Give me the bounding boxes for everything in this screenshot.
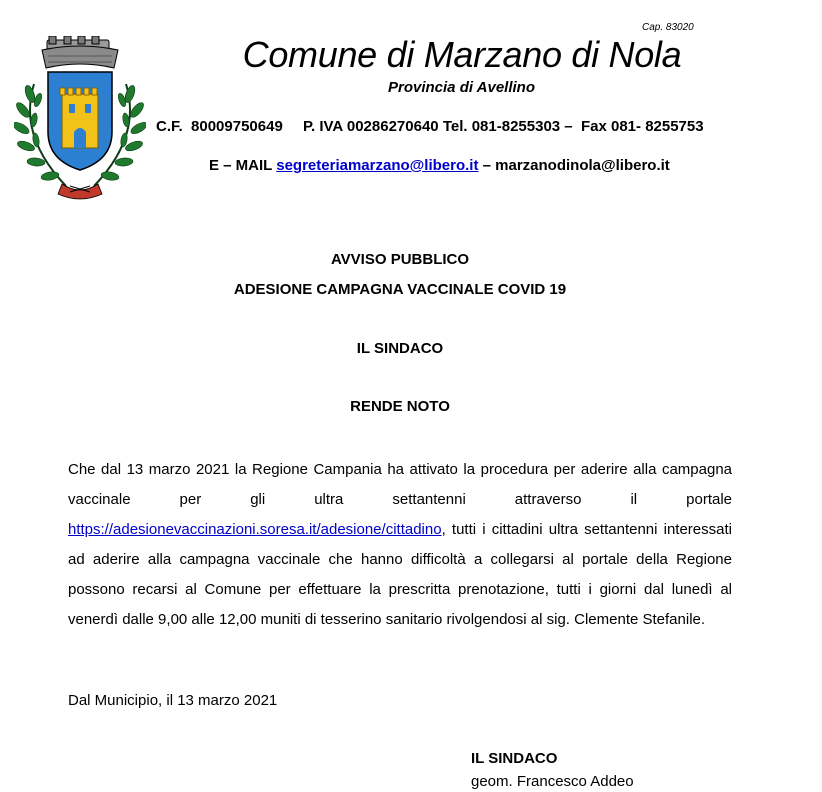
email-line: [209, 157, 670, 174]
ribbon-icon: [58, 184, 102, 199]
cf-value: 80009750649: [191, 118, 283, 135]
notice-body: [68, 455, 732, 635]
vat-number: P. IVA 00286270640: [302, 118, 439, 135]
email-separator: –: [482, 157, 491, 174]
notice-label: AVVISO PUBBLICO: [330, 251, 470, 268]
municipality-name: Comune di Marzano di Nola: [242, 34, 682, 75]
cf-label: C.F.: [156, 118, 183, 135]
fax: Fax 081- 8255753: [580, 118, 704, 135]
body-intro: Che dal 13 marzo 2021 la Regione Campania ha attivato la procedura per aderire alla campagna vaccinale per gli ultra settantenni attraverso il portale: [68, 461, 732, 508]
email-label: E – MAIL: [209, 157, 273, 174]
signature-role: IL SINDACO: [471, 750, 558, 767]
email-primary-link[interactable]: segreteriamarzano@libero.it: [276, 157, 479, 174]
separator-dash: –: [564, 118, 573, 135]
mayor-heading: IL SINDACO: [356, 340, 444, 357]
dateline: Dal Municipio, il 13 marzo 2021: [68, 692, 278, 709]
postal-code: Cap. 83020: [642, 22, 694, 33]
announces-heading: RENDE NOTO: [350, 398, 450, 415]
signature-name: geom. Francesco Addeo: [471, 773, 634, 790]
portal-link[interactable]: https://adesionevaccinazioni.soresa.it/adesione/cittadino: [68, 521, 442, 538]
contact-codes: [156, 118, 704, 135]
body-rest: , tutti i cittadini ultra settantenni interessati ad aderire alla campagna vaccinale che hanno difficoltà a collegarsi al portale della Regione possono recarsi al Comune per effettuare la prescritta prenotazione, tutti i giorni dal lunedì al venerdì dalle 9,00 alle 12,00 muniti di tesserino sanitario rivolgendosi al sig. Clemente Stefanile.: [68, 521, 732, 628]
telephone: Tel. 081-8255303: [442, 118, 561, 135]
notice-subject: ADESIONE CAMPAGNA VACCINALE COVID 19: [233, 281, 567, 298]
email-secondary: marzanodinola@libero.it: [495, 157, 670, 174]
province-name: Provincia di Avellino: [388, 79, 535, 96]
shield-icon: [48, 72, 112, 170]
